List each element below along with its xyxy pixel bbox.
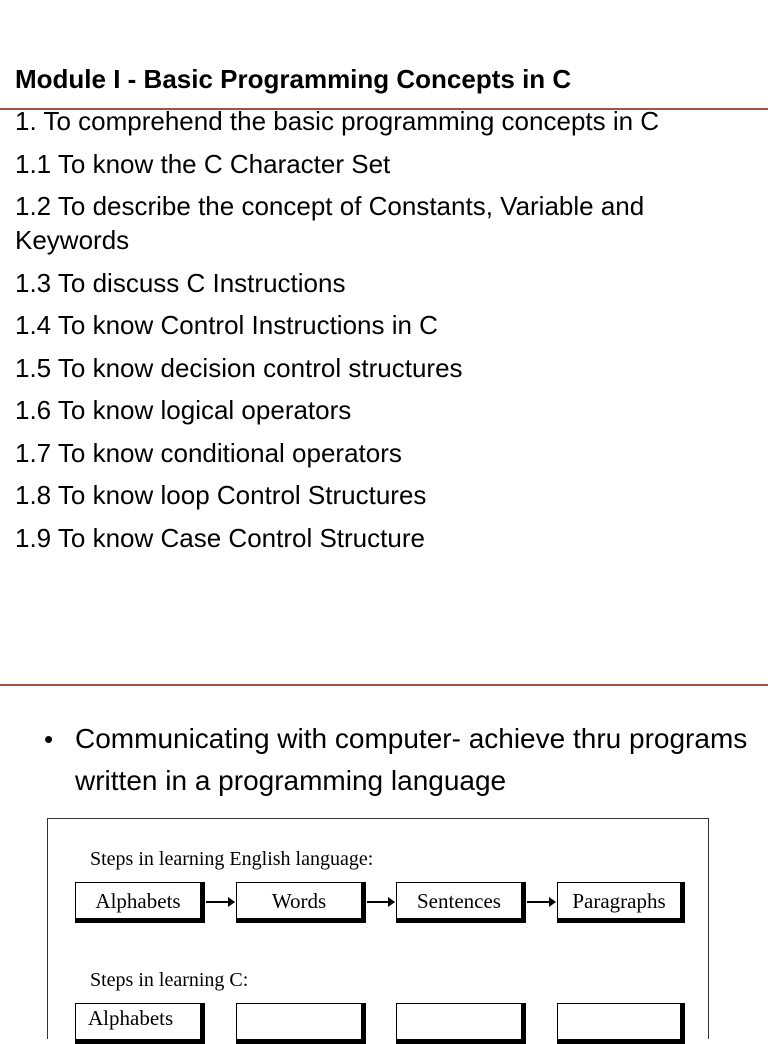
arrow-right-icon	[527, 901, 555, 903]
english-step-box: Alphabets	[75, 882, 205, 923]
english-step-box: Words	[236, 882, 366, 923]
english-step-box: Paragraphs	[557, 882, 685, 923]
bullet-text: Communicating with computer- achieve thru programs written in a programming language	[75, 723, 748, 796]
objective-item: 1. To comprehend the basic programming concepts in C	[15, 106, 660, 136]
objectives-list	[15, 104, 763, 563]
objective-item: 1.1 To know the C Character Set	[15, 148, 391, 179]
bullet-icon: •	[44, 724, 54, 754]
objective-item: 1.9 To know Case Control Structure	[15, 522, 425, 553]
c-step-box: Alphabets	[75, 1003, 205, 1044]
english-step-box: Sentences	[396, 882, 526, 923]
objective-item: 1.8 To know loop Control Structures	[15, 480, 427, 510]
objective-item: 1.6 To know logical operators	[15, 395, 352, 425]
c-steps-heading: Steps in learning C:	[90, 969, 249, 991]
objective-item: 1.4 To know Control Instructions in C	[15, 310, 438, 340]
arrow-right-icon	[206, 901, 234, 903]
english-steps-heading: Steps in learning English language:	[90, 848, 374, 870]
objective-item: 1.5 To know decision control structures	[15, 352, 463, 383]
learning-steps-figure	[47, 818, 709, 1039]
objective-item: 1.3 To discuss C Instructions	[15, 267, 346, 298]
bullet-point	[44, 718, 760, 802]
arrow-right-icon	[367, 901, 394, 903]
page-title: Module I - Basic Programming Concepts in C	[15, 64, 572, 94]
objective-item: 1.7 To know conditional operators	[15, 437, 402, 468]
divider-middle	[0, 684, 768, 686]
objective-item: 1.2 To describe the concept of Constants, Variable and Keywords	[15, 191, 645, 255]
